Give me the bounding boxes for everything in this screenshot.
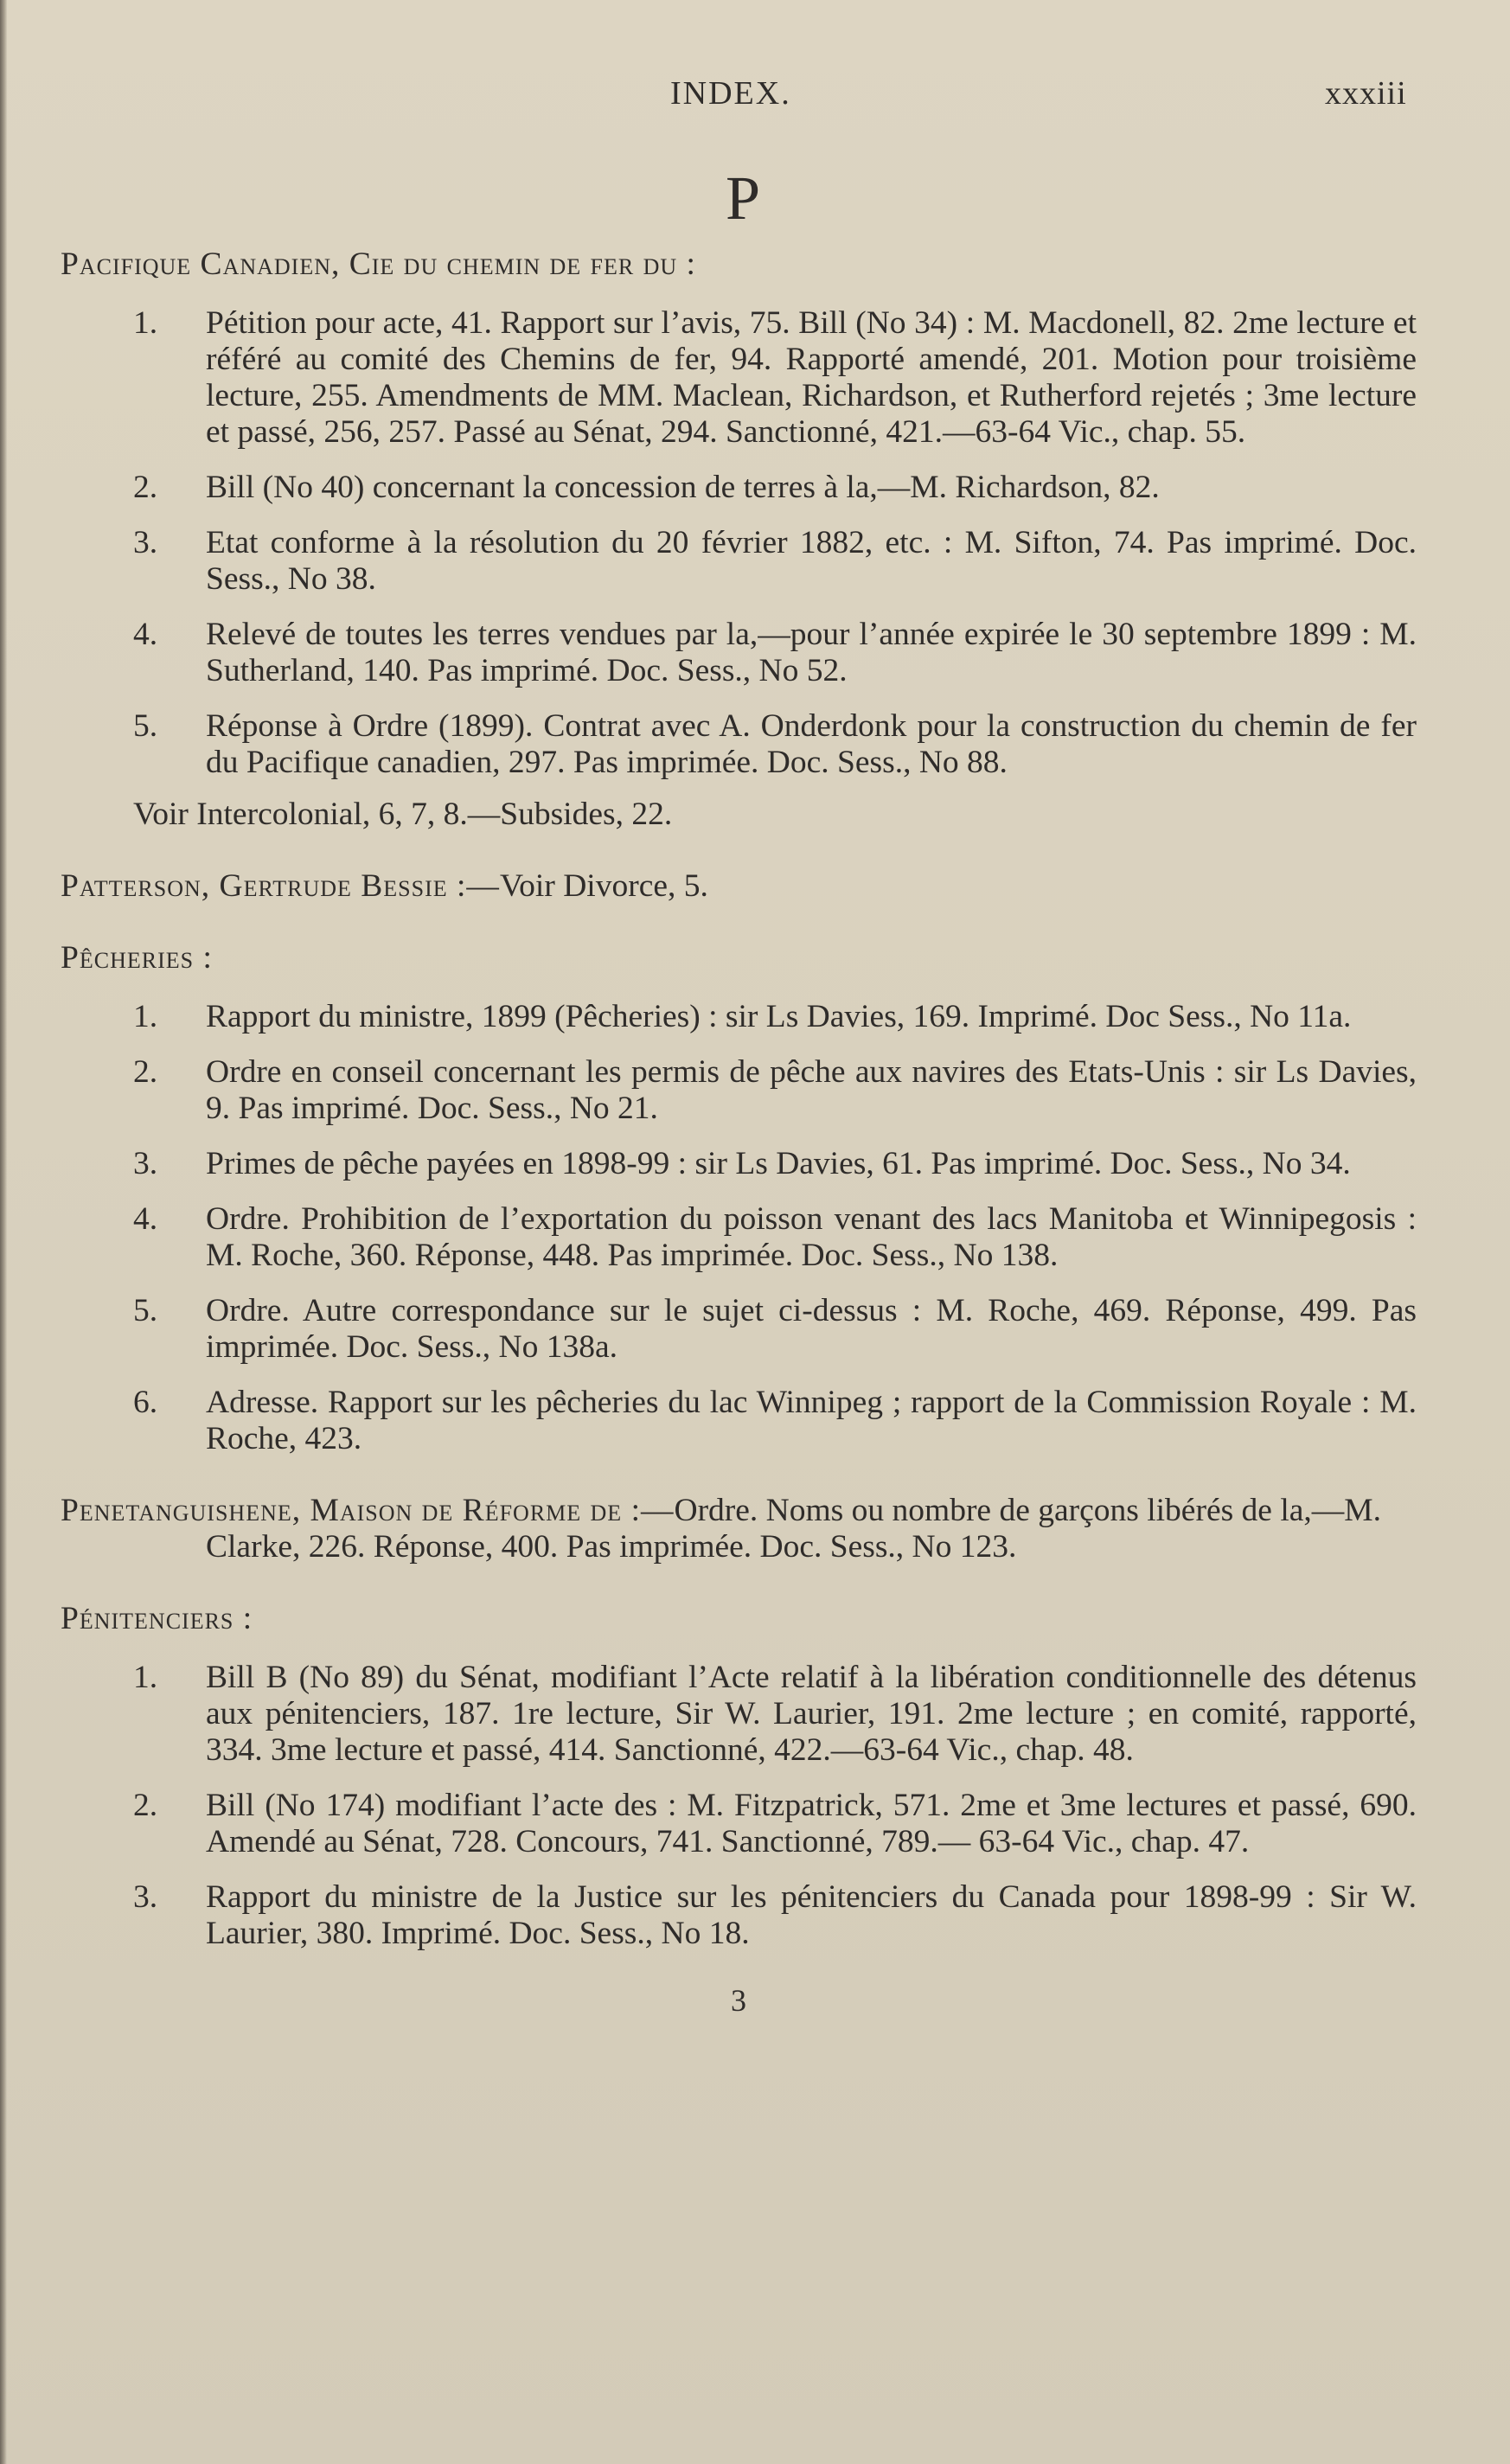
entry-heading: Pacifique Canadien, Cie du chemin de fer du : (61, 246, 696, 282)
entry-heading: Pêcheries : (61, 940, 213, 976)
entry-heading: Pénitenciers : (61, 1601, 253, 1636)
item-text: Rapport du ministre, 1899 (Pêcheries) : sir Ls Davies, 169. Imprimé. Doc Sess., No 11a. (206, 999, 1352, 1034)
item-text: Ordre. Autre correspondance sur le sujet ci-dessus : M. Roche, 469. Réponse, 499. Pas imprimée. Doc. Sess., No 138a. (206, 1293, 1417, 1365)
entry-heading: Patterson, Gertrude Bessie :— (61, 868, 500, 904)
running-head (0, 74, 1510, 118)
entry-items (61, 1660, 1417, 1952)
list-item (61, 1054, 1417, 1127)
list-item (61, 1201, 1417, 1274)
item-number: 1. (133, 1660, 158, 1695)
list-item (61, 617, 1417, 689)
list-item (61, 1146, 1417, 1182)
signature-mark: 3 (731, 1983, 746, 2018)
section-letter: P (725, 163, 761, 233)
item-number: 2. (133, 1788, 158, 1823)
page-number: xxxiii (1325, 75, 1407, 112)
list-item (61, 708, 1417, 781)
index-entry (61, 1493, 1417, 1565)
item-text: Bill B (No 89) du Sénat, modifiant l’Acte relatif à la libération conditionnelle des détenus aux pénitenciers, 187. 1re lecture, Sir W. Laurier, 191. 2me lecture ; en comité, rapporté, 334. 3me lecture et passé, 414. Sanctionné, 422.—63-64 Vic., chap. 48. (206, 1660, 1417, 1768)
item-text: Ordre en conseil concernant les permis de pêche aux navires des Etats-Unis : sir Ls Davies, 9. Pas imprimé. Doc. Sess., No 21. (206, 1054, 1417, 1126)
list-item (61, 1788, 1417, 1860)
entry-heading: Penetanguishene, Maison de Réforme de :— (61, 1493, 675, 1528)
item-text: Etat conforme à la résolution du 20 février 1882, etc. : M. Sifton, 74. Pas imprimé. Doc. Sess., No 38. (206, 525, 1417, 597)
item-number: 3. (133, 525, 158, 560)
running-head-title: INDEX. (670, 75, 791, 112)
item-text: Bill (No 40) concernant la concession de terres à la,—M. Richardson, 82. (206, 470, 1160, 505)
item-number: 6. (133, 1385, 158, 1420)
item-number: 3. (133, 1146, 158, 1181)
item-number: 2. (133, 470, 158, 505)
list-item (61, 1293, 1417, 1366)
index-entry (61, 940, 1417, 1457)
entry-text: Ordre. Noms ou nombre de garçons libérés de la,—M. Clarke, 226. Réponse, 400. Pas imprimée. Doc. Sess., No 123. (206, 1493, 1381, 1565)
item-number: 1. (133, 999, 158, 1034)
see-also-reference: Voir Intercolonial, 6, 7, 8.—Subsides, 22. (133, 797, 673, 832)
item-number: 2. (133, 1054, 158, 1090)
item-number: 4. (133, 1201, 158, 1237)
page-edge-shadow (0, 0, 7, 2464)
item-text: Rapport du ministre de la Justice sur les pénitenciers du Canada pour 1898-99 : Sir W. Laurier, 380. Imprimé. Doc. Sess., No 18. (206, 1879, 1417, 1951)
list-item (61, 470, 1417, 506)
item-number: 1. (133, 305, 158, 341)
index-entry (61, 1601, 1417, 1952)
entry-items (61, 999, 1417, 1457)
list-item (61, 1660, 1417, 1769)
list-item (61, 999, 1417, 1035)
see-reference: Voir Divorce, 5. (499, 868, 708, 904)
item-text: Bill (No 174) modifiant l’acte des : M. Fitzpatrick, 571. 2me et 3me lectures et passé, 690. Amendé au Sénat, 728. Concours, 741. Sanctionné, 789.— 63-64 Vic., chap. 47. (206, 1788, 1417, 1859)
list-item (61, 1879, 1417, 1952)
index-entry (61, 246, 1417, 833)
item-number: 5. (133, 708, 158, 744)
item-text: Réponse à Ordre (1899). Contrat avec A. Onderdonk pour la construction du chemin de fer du Pacifique canadien, 297. Pas imprimée. Doc. Sess., No 88. (206, 708, 1417, 780)
item-text: Adresse. Rapport sur les pêcheries du lac Winnipeg ; rapport de la Commission Royale : M. Roche, 423. (206, 1385, 1417, 1456)
item-number: 3. (133, 1879, 158, 1915)
item-number: 4. (133, 617, 158, 652)
entry-items (61, 305, 1417, 833)
item-text: Relevé de toutes les terres vendues par la,—pour l’année expirée le 30 septembre 1899 : M. Sutherland, 140. Pas imprimé. Doc. Sess., No 52. (206, 617, 1417, 688)
list-item (61, 1385, 1417, 1457)
item-text: Ordre. Prohibition de l’exportation du poisson venant des lacs Manitoba et Winnipegosis : M. Roche, 360. Réponse, 448. Pas imprimée. Doc. Sess., No 138. (206, 1201, 1417, 1273)
item-text: Primes de pêche payées en 1898-99 : sir Ls Davies, 61. Pas imprimé. Doc. Sess., No 34. (206, 1146, 1351, 1181)
index-content (61, 246, 1417, 2019)
list-item (61, 525, 1417, 598)
index-entry (61, 868, 1417, 905)
list-item (61, 305, 1417, 451)
item-number: 5. (133, 1293, 158, 1328)
item-text: Pétition pour acte, 41. Rapport sur l’avis, 75. Bill (No 34) : M. Macdonell, 82. 2me lecture et référé au comité des Chemins de fer, 94. Rapporté amendé, 201. Motion pour troisième lecture, 255. Amendments de MM. Maclean, Richardson, et Rutherford rejetés ; 3me lecture et passé, 256, 257. Passé au Sénat, 294. Sanctionné, 421.—63-64 Vic., chap. 55. (206, 305, 1417, 450)
